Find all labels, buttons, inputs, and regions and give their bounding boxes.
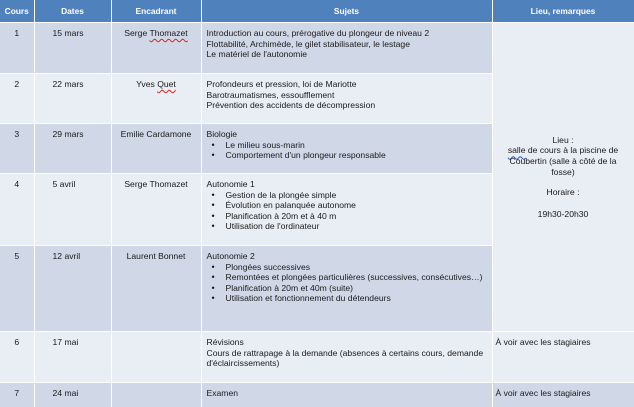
cell-sujets	[201, 124, 492, 174]
sujet-line: Flottabilité, Archimède, le gilet stabilisateur, le lestage	[206, 38, 410, 49]
list-item: • Utilisation et fonctionnement du détendeurs	[207, 293, 488, 304]
table-row	[0, 332, 634, 383]
sujet-title: Autonomie 2	[206, 251, 255, 261]
encadrant-first: Serge Thomazet	[124, 179, 188, 189]
cell-cours: 5	[0, 246, 34, 332]
cell-encadrant	[111, 23, 201, 74]
cell-sujets	[201, 332, 492, 383]
lieu-label: Lieu :	[552, 134, 574, 145]
cell-cours: 3	[0, 124, 34, 174]
sujet-list	[207, 190, 488, 232]
cell-encadrant	[111, 74, 201, 124]
cell-sujets	[201, 383, 492, 407]
cell-encadrant	[111, 246, 201, 332]
cell-cours: 7	[0, 383, 34, 407]
header-cours: Cours	[0, 0, 34, 23]
header-sujets: Sujets	[201, 0, 492, 23]
header-lieu: Lieu, remarques	[492, 0, 634, 23]
header-row	[0, 0, 634, 23]
list-item: • Planification à 20m et 40m (suite)	[207, 283, 488, 294]
cell-sujets	[201, 246, 492, 332]
cell-encadrant	[111, 383, 201, 407]
horaire-value: 19h30-20h30	[537, 208, 589, 219]
cell-date: 22 mars	[34, 74, 111, 124]
header-dates: Dates	[34, 0, 111, 23]
sujet-list	[207, 262, 488, 304]
sujet-line: Le matériel de l'autonomie	[206, 49, 308, 60]
cell-date: 12 avril	[34, 246, 111, 332]
cell-encadrant	[111, 332, 201, 383]
cell-cours: 4	[0, 174, 34, 246]
sujet-line: Révisions	[206, 337, 244, 347]
cell-sujets	[201, 23, 492, 74]
table-row	[0, 23, 634, 74]
sujet-title: Autonomie 1	[206, 179, 255, 189]
sujet-line: Barotraumatismes, essoufflement	[206, 89, 335, 100]
sujet-title: Biologie	[206, 129, 238, 139]
lieu-place-rest: de cours à la piscine de Coubertin (salle à côté de la fosse)	[509, 145, 619, 177]
encadrant-first: Serge	[124, 28, 150, 38]
encadrant-last: Quet	[157, 79, 176, 89]
cell-date: 24 mai	[34, 383, 111, 407]
lieu-place	[499, 145, 628, 177]
header-encadrant: Encadrant	[111, 0, 201, 23]
cell-date: 5 avril	[34, 174, 111, 246]
list-item: • Remontées et plongées particulières (successives, consécutives…)	[207, 272, 488, 283]
cell-lieu	[492, 23, 634, 332]
encadrant-first: Laurent Bonnet	[126, 251, 186, 261]
cell-cours: 6	[0, 332, 34, 383]
encadrant-first: Yves	[136, 79, 158, 89]
cell-encadrant	[111, 174, 201, 246]
cell-encadrant	[111, 124, 201, 174]
cell-date: 29 mars	[34, 124, 111, 174]
cell-remarque: À voir avec les stagiaires	[492, 332, 634, 383]
cell-cours: 2	[0, 74, 34, 124]
encadrant-first: Emilie Cardamone	[120, 129, 192, 139]
cell-remarque: À voir avec les stagiaires	[492, 383, 634, 407]
list-item: • Utilisation de l'ordinateur	[207, 221, 488, 232]
sujet-line: Introduction au cours, prérogative du plongeur de niveau 2	[206, 28, 430, 38]
lieu-place-underlined: salle	[507, 145, 526, 156]
list-item: • Comportement d'un plongeur responsable	[207, 150, 488, 161]
sujet-line: Profondeurs et pression, loi de Mariotte	[206, 79, 357, 89]
list-item: • Planification à 20m et à 40 m	[207, 211, 488, 222]
cell-sujets	[201, 174, 492, 246]
cell-date: 17 mai	[34, 332, 111, 383]
list-item: • Évolution en palanquée autonome	[207, 200, 488, 211]
sujet-list	[207, 140, 488, 161]
horaire-label: Horaire :	[546, 187, 580, 198]
list-item: • Le milieu sous-marin	[207, 140, 488, 151]
list-item: • Gestion de la plongée simple	[207, 190, 488, 201]
cell-cours: 1	[0, 23, 34, 74]
list-item: • Plongées successives	[207, 262, 488, 273]
sujet-line: Prévention des accidents de décompression	[206, 100, 376, 111]
sujet-line: Examen	[206, 388, 239, 398]
encadrant-last: Thomazet	[149, 28, 188, 38]
sujet-line: Cours de rattrapage à la demande (absences à certains cours, demande d'éclaircissements)	[206, 347, 484, 369]
cell-sujets	[201, 74, 492, 124]
cell-date: 15 mars	[34, 23, 111, 74]
table-row	[0, 383, 634, 407]
